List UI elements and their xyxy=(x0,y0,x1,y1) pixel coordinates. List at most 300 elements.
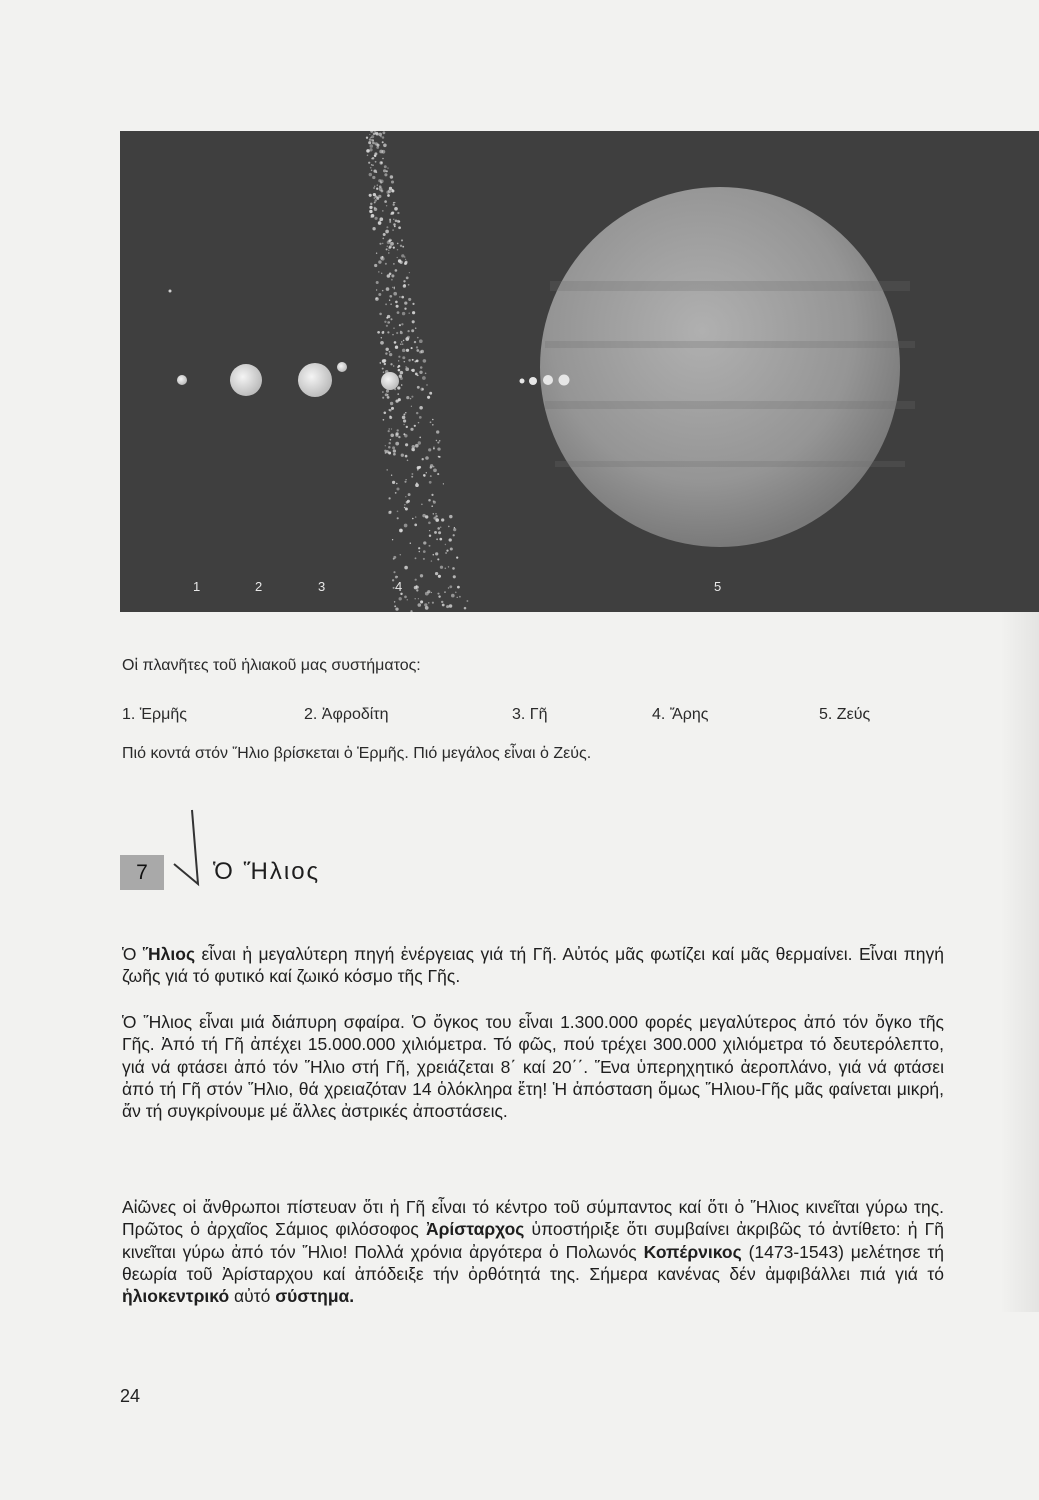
asteroid xyxy=(437,447,440,450)
asteroid xyxy=(452,567,455,570)
asteroid xyxy=(401,323,403,325)
asteroid xyxy=(402,246,404,248)
asteroid xyxy=(437,442,439,444)
asteroid xyxy=(375,196,378,199)
asteroid xyxy=(398,398,401,401)
asteroid xyxy=(456,557,458,559)
asteroid xyxy=(387,194,390,197)
asteroid xyxy=(390,434,394,438)
asteroid xyxy=(416,374,418,376)
planet-label-mars: 4. Ἄρης xyxy=(652,706,709,723)
asteroid xyxy=(408,298,411,301)
asteroid xyxy=(375,297,379,301)
asteroid xyxy=(429,535,431,537)
asteroid xyxy=(390,304,391,305)
asteroid xyxy=(408,284,410,286)
asteroid xyxy=(393,453,396,456)
asteroid xyxy=(423,359,427,363)
asteroid xyxy=(378,260,381,263)
asteroid xyxy=(417,469,418,470)
asteroid xyxy=(382,141,384,143)
earth-planet xyxy=(298,363,332,397)
asteroid xyxy=(401,239,403,241)
asteroid xyxy=(414,360,416,362)
asteroid xyxy=(372,142,375,145)
asteroid xyxy=(376,253,377,254)
asteroid xyxy=(449,585,452,588)
asteroid xyxy=(405,367,409,371)
asteroid xyxy=(369,210,372,213)
asteroid xyxy=(403,284,406,287)
asteroid xyxy=(411,406,412,407)
asteroid xyxy=(394,202,395,203)
asteroid xyxy=(431,494,433,496)
asteroid xyxy=(391,407,394,410)
asteroid xyxy=(415,557,417,559)
asteroid xyxy=(393,204,395,206)
asteroid xyxy=(407,599,409,601)
asteroid xyxy=(439,456,441,458)
asteroid-belt xyxy=(366,131,469,612)
asteroid xyxy=(379,362,381,364)
asteroid xyxy=(405,455,408,458)
asteroid xyxy=(390,402,393,405)
asteroid xyxy=(394,207,398,211)
asteroid xyxy=(410,610,412,612)
asteroid xyxy=(389,220,391,222)
asteroid xyxy=(386,248,388,250)
asteroid xyxy=(435,572,438,575)
asteroid xyxy=(435,515,437,517)
asteroid xyxy=(384,321,386,323)
asteroid xyxy=(428,602,429,603)
asteroid xyxy=(416,412,418,414)
asteroid xyxy=(397,311,400,314)
asteroid xyxy=(412,311,415,314)
asteroid xyxy=(394,605,396,607)
asteroid xyxy=(419,406,423,410)
asteroid xyxy=(391,274,394,277)
asteroid xyxy=(404,481,406,483)
asteroid xyxy=(381,273,382,274)
asteroid xyxy=(368,162,370,164)
asteroid xyxy=(417,337,419,339)
bold-term-heliocentric: ἡλιοκεντρικό xyxy=(122,1286,230,1307)
asteroid xyxy=(400,554,401,555)
asteroid xyxy=(401,384,403,386)
section-title: Ὁ Ἥλιος xyxy=(213,858,321,885)
mercury-planet xyxy=(177,375,187,385)
asteroid xyxy=(380,341,384,345)
asteroid xyxy=(383,233,386,236)
asteroid xyxy=(397,220,400,223)
asteroid xyxy=(401,454,404,457)
asteroid xyxy=(395,492,397,494)
asteroid xyxy=(369,194,372,197)
asteroid xyxy=(383,419,385,421)
asteroid xyxy=(388,446,391,449)
asteroid xyxy=(436,538,438,540)
asteroid xyxy=(391,279,393,281)
asteroid xyxy=(389,353,392,356)
asteroid xyxy=(403,419,406,422)
asteroid xyxy=(416,349,419,352)
asteroid xyxy=(402,312,405,315)
asteroid xyxy=(392,334,394,336)
jupiter-moon xyxy=(520,379,525,384)
asteroid xyxy=(405,508,408,511)
asteroid xyxy=(385,352,387,354)
asteroid xyxy=(404,308,406,310)
asteroid xyxy=(393,558,395,560)
asteroid xyxy=(374,199,376,201)
asteroid xyxy=(408,493,411,496)
asteroid xyxy=(386,226,388,228)
asteroid xyxy=(404,361,406,363)
asteroid xyxy=(377,184,378,185)
asteroid xyxy=(394,341,397,344)
page-number: 24 xyxy=(120,1386,141,1406)
asteroid xyxy=(384,200,387,203)
asteroid xyxy=(392,229,394,231)
text-run: αὐτό xyxy=(229,1286,276,1307)
asteroid xyxy=(423,550,426,553)
asteroid xyxy=(419,371,422,374)
asteroid xyxy=(371,158,373,160)
asteroid xyxy=(437,558,439,560)
asteroid xyxy=(407,330,409,332)
asteroid xyxy=(428,499,431,502)
asteroid xyxy=(397,249,398,250)
asteroid xyxy=(415,516,416,517)
asteroid xyxy=(374,197,376,199)
asteroid xyxy=(418,422,420,424)
figure-caption: Οἱ πλανῆτες τοῦ ἡλιακοῦ μας συστήματος: xyxy=(122,657,421,674)
asteroid xyxy=(429,481,432,484)
asteroid xyxy=(383,169,386,172)
asteroid xyxy=(370,203,372,205)
asteroid xyxy=(369,148,372,151)
asteroid xyxy=(395,607,398,610)
asteroid xyxy=(385,303,387,305)
asteroid xyxy=(423,541,426,544)
asteroid xyxy=(400,377,403,380)
asteroid xyxy=(386,390,389,393)
asteroid xyxy=(446,550,448,552)
asteroid xyxy=(423,558,425,560)
asteroid xyxy=(380,179,384,183)
asteroid xyxy=(388,428,389,429)
asteroid xyxy=(392,287,394,289)
asteroid xyxy=(369,173,372,176)
asteroid xyxy=(389,415,391,417)
page-edge-shadow xyxy=(1000,612,1039,1312)
asteroid xyxy=(403,340,404,341)
asteroid xyxy=(393,263,395,265)
asteroid xyxy=(422,376,426,380)
asteroid xyxy=(404,566,408,570)
asteroid xyxy=(412,359,414,361)
asteroid xyxy=(425,515,428,518)
asteroid xyxy=(402,416,406,420)
asteroid xyxy=(419,416,422,419)
asteroid xyxy=(433,468,437,472)
jupiter-planet xyxy=(540,187,900,547)
asteroid xyxy=(394,226,396,228)
asteroid xyxy=(432,602,434,604)
asteroid xyxy=(387,321,390,324)
asteroid xyxy=(407,460,409,462)
asteroid xyxy=(423,474,426,477)
asteroid xyxy=(385,445,386,446)
asteroid xyxy=(433,446,435,448)
asteroid xyxy=(429,392,432,395)
asteroid xyxy=(404,524,408,528)
asteroid xyxy=(400,371,404,375)
asteroid xyxy=(397,257,398,258)
bold-term-aristarchus: Ἀρίσταρχος xyxy=(425,1219,525,1240)
asteroid xyxy=(389,351,391,353)
asteroid xyxy=(441,518,444,521)
asteroid xyxy=(411,396,413,398)
asteroid xyxy=(415,444,419,448)
asteroid xyxy=(371,135,374,138)
asteroid xyxy=(396,483,398,485)
bold-term-sun: Ἥλιος xyxy=(142,944,196,964)
asteroid xyxy=(449,604,453,608)
asteroid xyxy=(378,221,382,225)
bold-term-copernicus: Κοπέρνικος xyxy=(643,1241,742,1262)
asteroid xyxy=(435,552,438,555)
asteroid xyxy=(426,472,427,473)
asteroid xyxy=(414,425,416,427)
asteroid xyxy=(397,243,399,245)
asteroid xyxy=(434,531,437,534)
asteroid xyxy=(387,167,388,168)
asteroid xyxy=(421,504,423,506)
asteroid xyxy=(395,269,398,272)
asteroid xyxy=(388,430,390,432)
asteroid xyxy=(394,288,395,289)
asteroid xyxy=(392,481,395,484)
asteroid xyxy=(420,366,423,369)
asteroid xyxy=(390,239,392,241)
asteroid xyxy=(457,586,460,589)
asteroid xyxy=(409,272,410,273)
asteroid xyxy=(448,526,450,528)
asteroid xyxy=(366,137,368,139)
asteroid xyxy=(400,344,401,345)
asteroid xyxy=(389,273,392,276)
asteroid xyxy=(378,271,380,273)
asteroid xyxy=(397,510,399,512)
asteroid xyxy=(422,458,424,460)
asteroid xyxy=(451,594,455,598)
asteroid xyxy=(376,188,378,190)
asteroid xyxy=(372,164,374,166)
planet-label-earth: 3. Γῆ xyxy=(512,706,548,723)
asteroid xyxy=(437,527,440,530)
asteroid xyxy=(400,245,402,247)
asteroid xyxy=(393,247,395,249)
text-run: (1473-1543) μελέτησε τή θεωρία τοῦ Ἀρίσταρχου καί ἀπόδειξε τήν ὀρθότητά της. Σήμερα κανένας δέν ἀμφιβάλλει πιά γιά τό xyxy=(122,1241,944,1284)
asteroid xyxy=(429,545,431,547)
asteroid xyxy=(405,479,406,480)
bold-term-system: σύστημα. xyxy=(275,1286,355,1307)
asteroid xyxy=(404,596,407,599)
asteroid xyxy=(394,601,395,602)
asteroid xyxy=(404,434,407,437)
asteroid xyxy=(410,428,413,431)
asteroid xyxy=(408,359,411,362)
asteroid xyxy=(448,566,449,567)
asteroid xyxy=(405,259,406,260)
asteroid xyxy=(407,500,410,503)
asteroid xyxy=(393,292,397,296)
asteroid xyxy=(409,313,410,314)
asteroid xyxy=(412,449,415,452)
asteroid xyxy=(389,245,392,248)
asteroid xyxy=(385,263,387,265)
asteroid xyxy=(374,131,376,132)
asteroid xyxy=(411,476,413,478)
asteroid xyxy=(388,252,389,253)
asteroid xyxy=(385,230,389,234)
asteroid xyxy=(400,331,402,333)
asteroid xyxy=(454,527,455,528)
asteroid xyxy=(406,426,408,428)
asteroid xyxy=(373,132,376,135)
asteroid xyxy=(402,356,405,359)
jupiter-moon xyxy=(543,375,553,385)
asteroid xyxy=(453,528,456,531)
asteroid xyxy=(417,466,420,469)
asteroid xyxy=(386,450,389,453)
asteroid xyxy=(416,346,418,348)
asteroid xyxy=(392,579,394,581)
asteroid xyxy=(386,287,390,291)
asteroid xyxy=(388,409,390,411)
asteroid xyxy=(382,238,384,240)
asteroid xyxy=(403,424,404,425)
asteroid xyxy=(459,596,461,598)
asteroid xyxy=(368,141,371,144)
asteroid xyxy=(382,368,384,370)
asteroid xyxy=(378,293,381,296)
asteroid xyxy=(396,305,399,308)
asteroid xyxy=(379,150,383,154)
asteroid xyxy=(405,366,407,368)
asteroid xyxy=(366,149,370,153)
small-dot xyxy=(169,290,172,293)
asteroid xyxy=(430,464,433,467)
asteroid xyxy=(393,571,395,573)
asteroid xyxy=(367,155,369,157)
asteroid xyxy=(397,517,399,519)
asteroid xyxy=(441,601,443,603)
asteroid xyxy=(445,552,447,554)
asteroid xyxy=(401,341,403,343)
asteroid xyxy=(426,384,427,385)
asteroid xyxy=(397,366,399,368)
asteroid xyxy=(453,575,456,578)
figure-number-1: 1 xyxy=(193,579,201,594)
asteroid xyxy=(440,566,443,569)
asteroid xyxy=(391,189,393,191)
asteroid xyxy=(443,483,444,484)
asteroid xyxy=(384,363,386,365)
asteroid xyxy=(396,332,398,334)
mars-planet xyxy=(381,372,399,390)
asteroid xyxy=(378,133,382,137)
asteroid xyxy=(374,217,377,220)
asteroid xyxy=(442,604,445,607)
asteroid xyxy=(388,250,389,251)
asteroid xyxy=(374,264,377,267)
asteroid xyxy=(440,527,441,528)
asteroid xyxy=(391,180,394,183)
asteroid xyxy=(402,343,403,344)
asteroid xyxy=(446,605,449,608)
asteroid xyxy=(401,296,404,299)
asteroid xyxy=(428,448,431,451)
asteroid xyxy=(386,325,388,327)
planets-svg xyxy=(120,131,1039,612)
text-run: εἶναι ἡ μεγαλύτερη πηγή ἐνέργειας γιά τή Γῆ. Αὐτός μᾶς φωτίζει καί μᾶς θερμαίνει. Εἶναι πηγή ζωῆς γιά τό φυτικό καί ζωικό κόσμο τῆς Γῆς. xyxy=(122,944,944,987)
asteroid xyxy=(373,169,376,172)
asteroid xyxy=(369,206,372,209)
asteroid xyxy=(403,414,405,416)
asteroid xyxy=(431,505,433,507)
asteroid xyxy=(445,544,446,545)
asteroid xyxy=(391,428,392,429)
asteroid xyxy=(425,606,429,610)
asteroid xyxy=(383,144,387,148)
asteroid xyxy=(420,600,423,603)
asteroid xyxy=(370,131,373,133)
asteroid xyxy=(436,440,437,441)
asteroid xyxy=(406,349,409,352)
asteroid xyxy=(393,327,395,329)
text-run: ὑποστήριξε ὅτι συμβαίνει ἀκριβῶς τό ἀντίθετο: ἡ Γῆ κινεῖται γύρω ἀπό τόν Ἥλιο! Πολλά χρόνια ἀργότερα ὁ Πολωνός xyxy=(122,1219,944,1262)
asteroid xyxy=(398,369,401,372)
asteroid xyxy=(419,351,422,354)
asteroid xyxy=(450,547,453,550)
asteroid xyxy=(383,359,386,362)
asteroid xyxy=(405,496,406,497)
asteroid xyxy=(431,560,432,561)
asteroid xyxy=(395,220,398,223)
asteroid xyxy=(375,142,378,145)
asteroid xyxy=(395,576,398,579)
asteroid xyxy=(382,290,384,292)
asteroid xyxy=(372,140,374,142)
asteroid xyxy=(389,442,391,444)
asteroid xyxy=(399,324,401,326)
asteroid xyxy=(444,591,446,593)
asteroid xyxy=(381,257,385,261)
asteroid xyxy=(399,296,400,297)
asteroid xyxy=(416,585,418,587)
asteroid xyxy=(390,213,392,215)
asteroid xyxy=(380,136,382,138)
venus-planet xyxy=(230,364,262,396)
asteroid xyxy=(399,529,403,533)
paragraph-heliocentric xyxy=(122,1196,944,1307)
asteroid xyxy=(414,524,417,527)
asteroid xyxy=(382,243,384,245)
asteroid xyxy=(398,360,399,361)
